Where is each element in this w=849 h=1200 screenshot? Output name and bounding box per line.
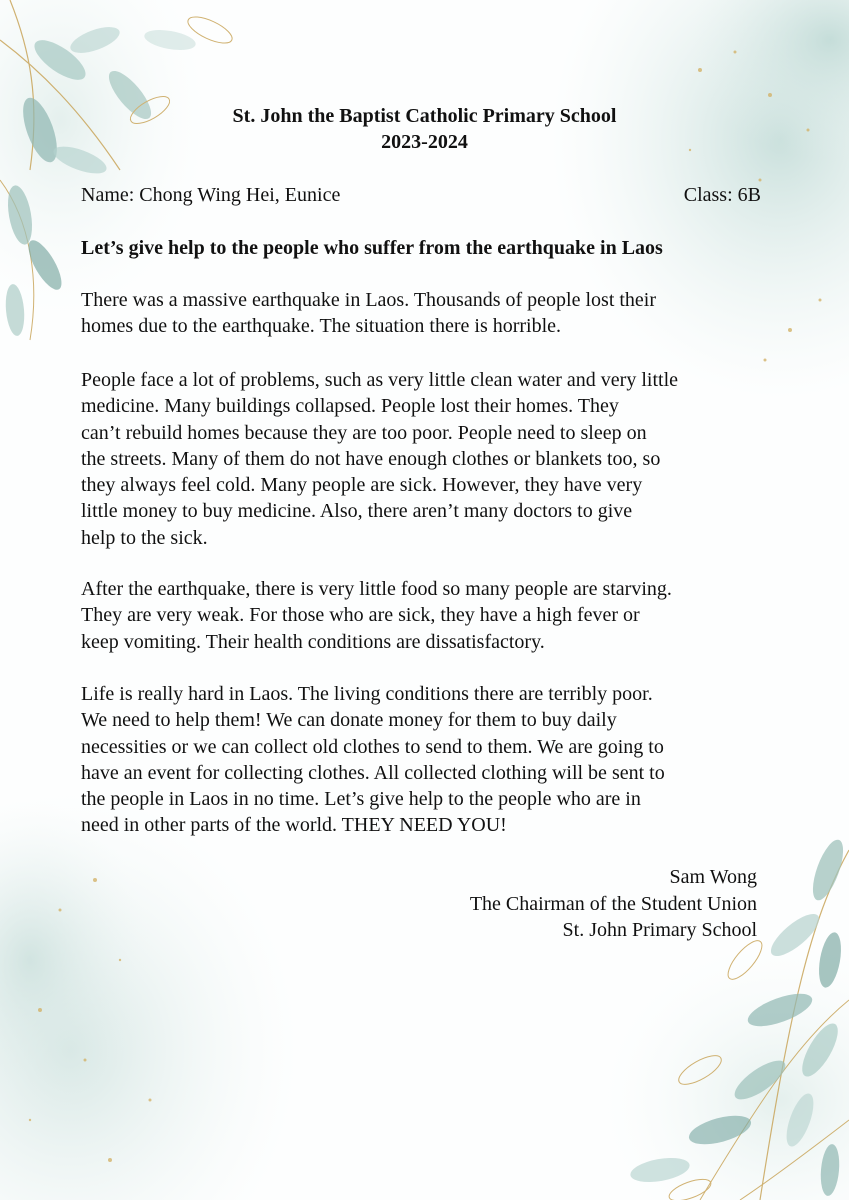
signature-title: The Chairman of the Student Union [469, 892, 757, 915]
paragraph: People face a lot of problems, such as very little clean water and very little medicine. Many buildings collapsed. People lost their homes. They can’t rebuild homes because they are too poor. People need to sleep on the streets. Many of them do not have enough clothes or blankets too, so they always feel cold. Many people are sick. However, they have very little money to buy medicine. Also, there aren’t many doctors to give help to the sick. [81, 369, 679, 549]
school-year: 2023-2024 [381, 131, 468, 153]
student-class: Class: 6B [683, 184, 761, 206]
student-name: Name: Chong Wing Hei, Eunice [81, 184, 341, 206]
paragraph: There was a massive earthquake in Laos. Thousands of people lost their homes due to the earthquake. The situation there is horrible. [81, 289, 657, 338]
paragraph: Life is really hard in Laos. The living conditions there are terribly poor. We need to help them! We can donate money for them to buy daily necessities or we can collect old clothes to send to them. We are going to have an event for collecting clothes. All collected clothing will be sent to the people in Laos in no time. Let’s give help to the people who are in need in other parts of the world. THEY NEED YOU! [81, 683, 665, 837]
document-header [0, 103, 849, 155]
paragraph: After the earthquake, there is very little food so many people are starving. They are very weak. For those who are sick, they have a high fever or keep vomiting. Their health conditions are dissatisfactory. [81, 578, 672, 653]
signature-block [400, 864, 757, 944]
school-name: St. John the Baptist Catholic Primary School [232, 105, 617, 127]
article-heading: Let’s give help to the people who suffer from the earthquake in Laos [81, 237, 663, 259]
signature-name: Sam Wong [669, 866, 757, 888]
signature-school: St. John Primary School [562, 919, 757, 941]
